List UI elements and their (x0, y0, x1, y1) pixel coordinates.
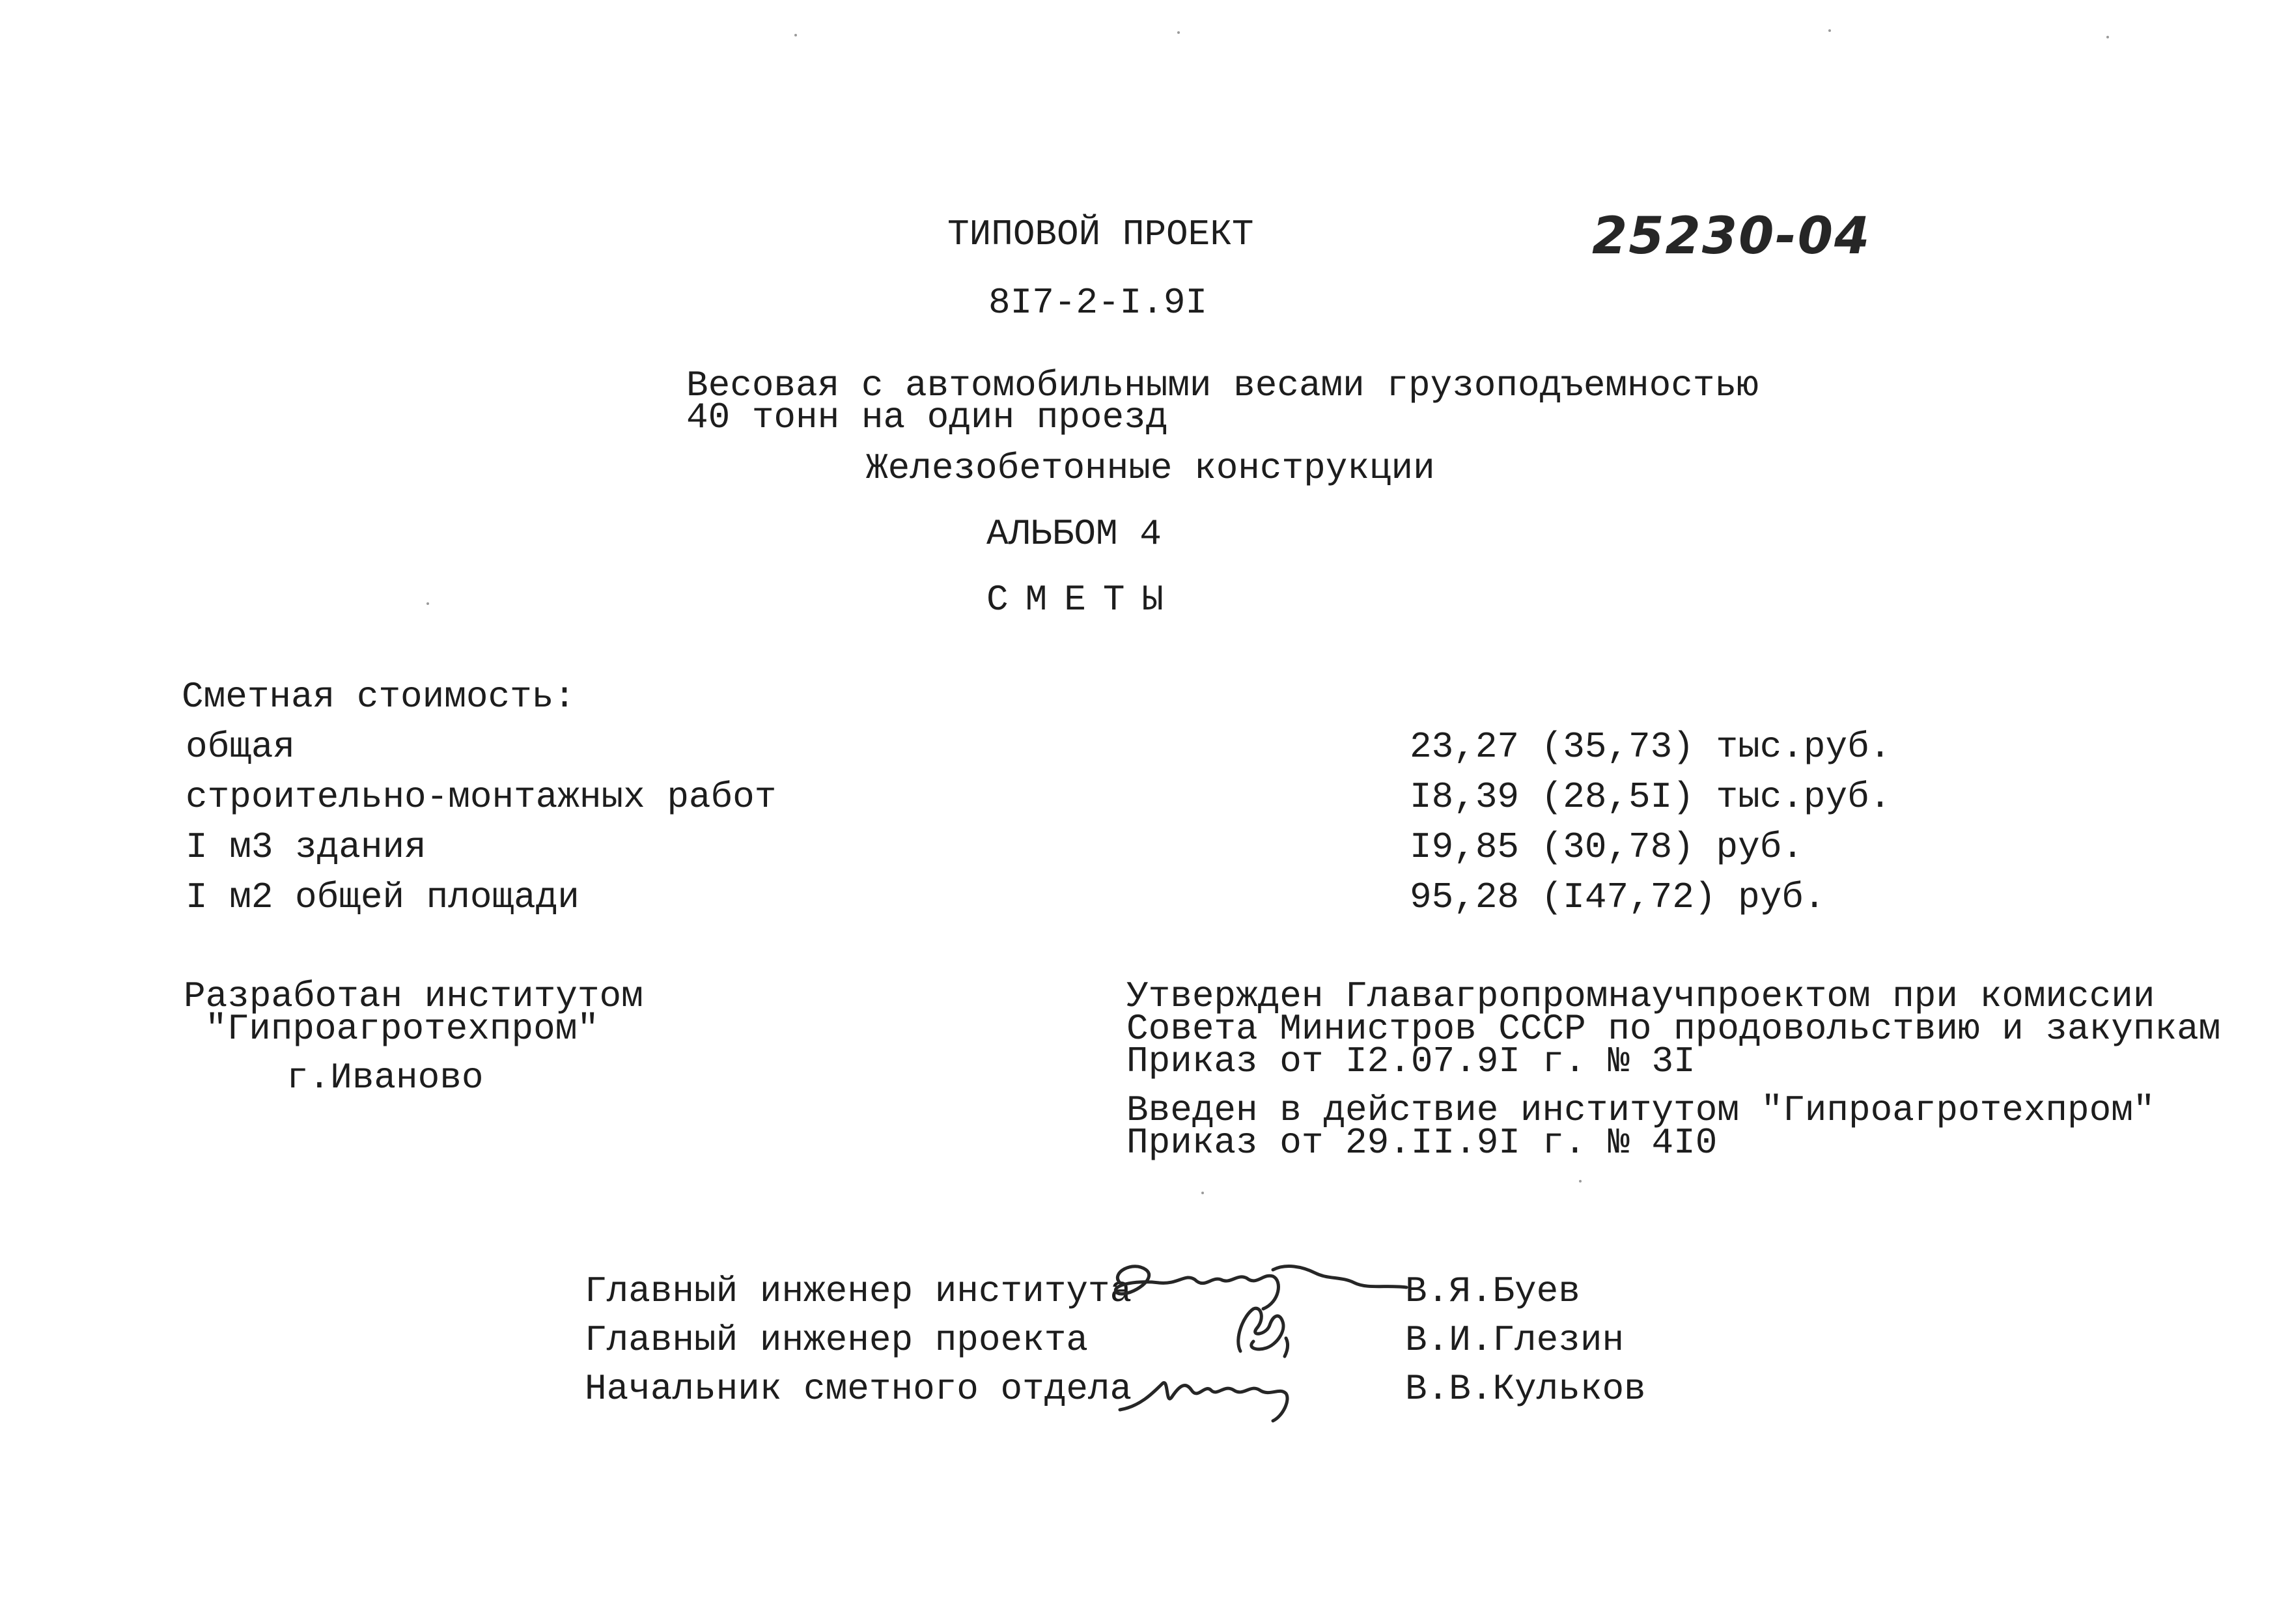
cost-value: I8,39 (28,5I) тыс.руб. (1410, 776, 1892, 818)
scan-speck (794, 34, 797, 36)
section-title: СМЕТЫ (986, 579, 1181, 621)
scan-speck (1828, 29, 1831, 32)
signatory-name: В.И.Глезин (1405, 1319, 1625, 1361)
cost-value: 95,28 (I47,72) руб. (1410, 876, 1826, 918)
scan-speck (1579, 1180, 1582, 1183)
project-code: 8I7-2-I.9I (988, 282, 1208, 324)
enactment-line: Введен в действие институтом "Гипроагротехпром" (1126, 1089, 2155, 1131)
handwritten-archive-number: 25230-04 (1592, 207, 1871, 266)
scan-speck (1201, 1192, 1204, 1194)
cost-label: общая (186, 726, 296, 768)
title-line-2: 40 тонн на один проезд (686, 397, 1168, 438)
scan-speck (2106, 36, 2109, 38)
signatory-role: Главный инженер проекта (585, 1319, 1088, 1361)
subtitle: Железобетонные конструкции (866, 447, 1435, 489)
cost-value: I9,85 (30,78) руб. (1410, 826, 1804, 868)
approval-line-1: Утвержден Главагропромнаучпроектом при комиссии (1126, 975, 2155, 1017)
developer-name: "Гипроагротехпром" (205, 1008, 599, 1050)
signatory-role: Начальник сметного отдела (585, 1368, 1132, 1410)
approval-order: Приказ от I2.07.9I г. № 3I (1126, 1041, 1696, 1082)
approval-line-2: Совета Министров СССР по продовольствию и закупкам (1126, 1008, 2221, 1050)
signature-head-estimate-dept (1113, 1361, 1309, 1426)
developer-city: г.Иваново (286, 1057, 484, 1099)
album-number: АЛЬБОМ 4 (986, 513, 1162, 555)
signatory-role: Главный инженер института (585, 1270, 1132, 1312)
developer-line-1: Разработан институтом (184, 975, 643, 1017)
signature-chief-engineer-project (1214, 1299, 1306, 1364)
scan-speck (1177, 31, 1180, 34)
project-label: ТИПОВОЙ ПРОЕКТ (947, 214, 1254, 255)
cost-heading: Сметная стоимость: (182, 676, 576, 718)
scan-speck (426, 602, 429, 605)
signatory-name: В.Я.Буев (1405, 1270, 1580, 1312)
cost-label: строительно-монтажных работ (186, 776, 777, 818)
cost-label: I м3 здания (186, 826, 426, 868)
enactment-order: Приказ от 29.II.9I г. № 4I0 (1126, 1122, 1718, 1164)
cost-value: 23,27 (35,73) тыс.руб. (1410, 726, 1892, 768)
cost-label: I м2 общей площади (186, 876, 579, 918)
signatory-name: В.В.Кульков (1405, 1368, 1646, 1410)
title-line-1: Весовая с автомобильными весами грузоподъемностью (686, 365, 1759, 406)
